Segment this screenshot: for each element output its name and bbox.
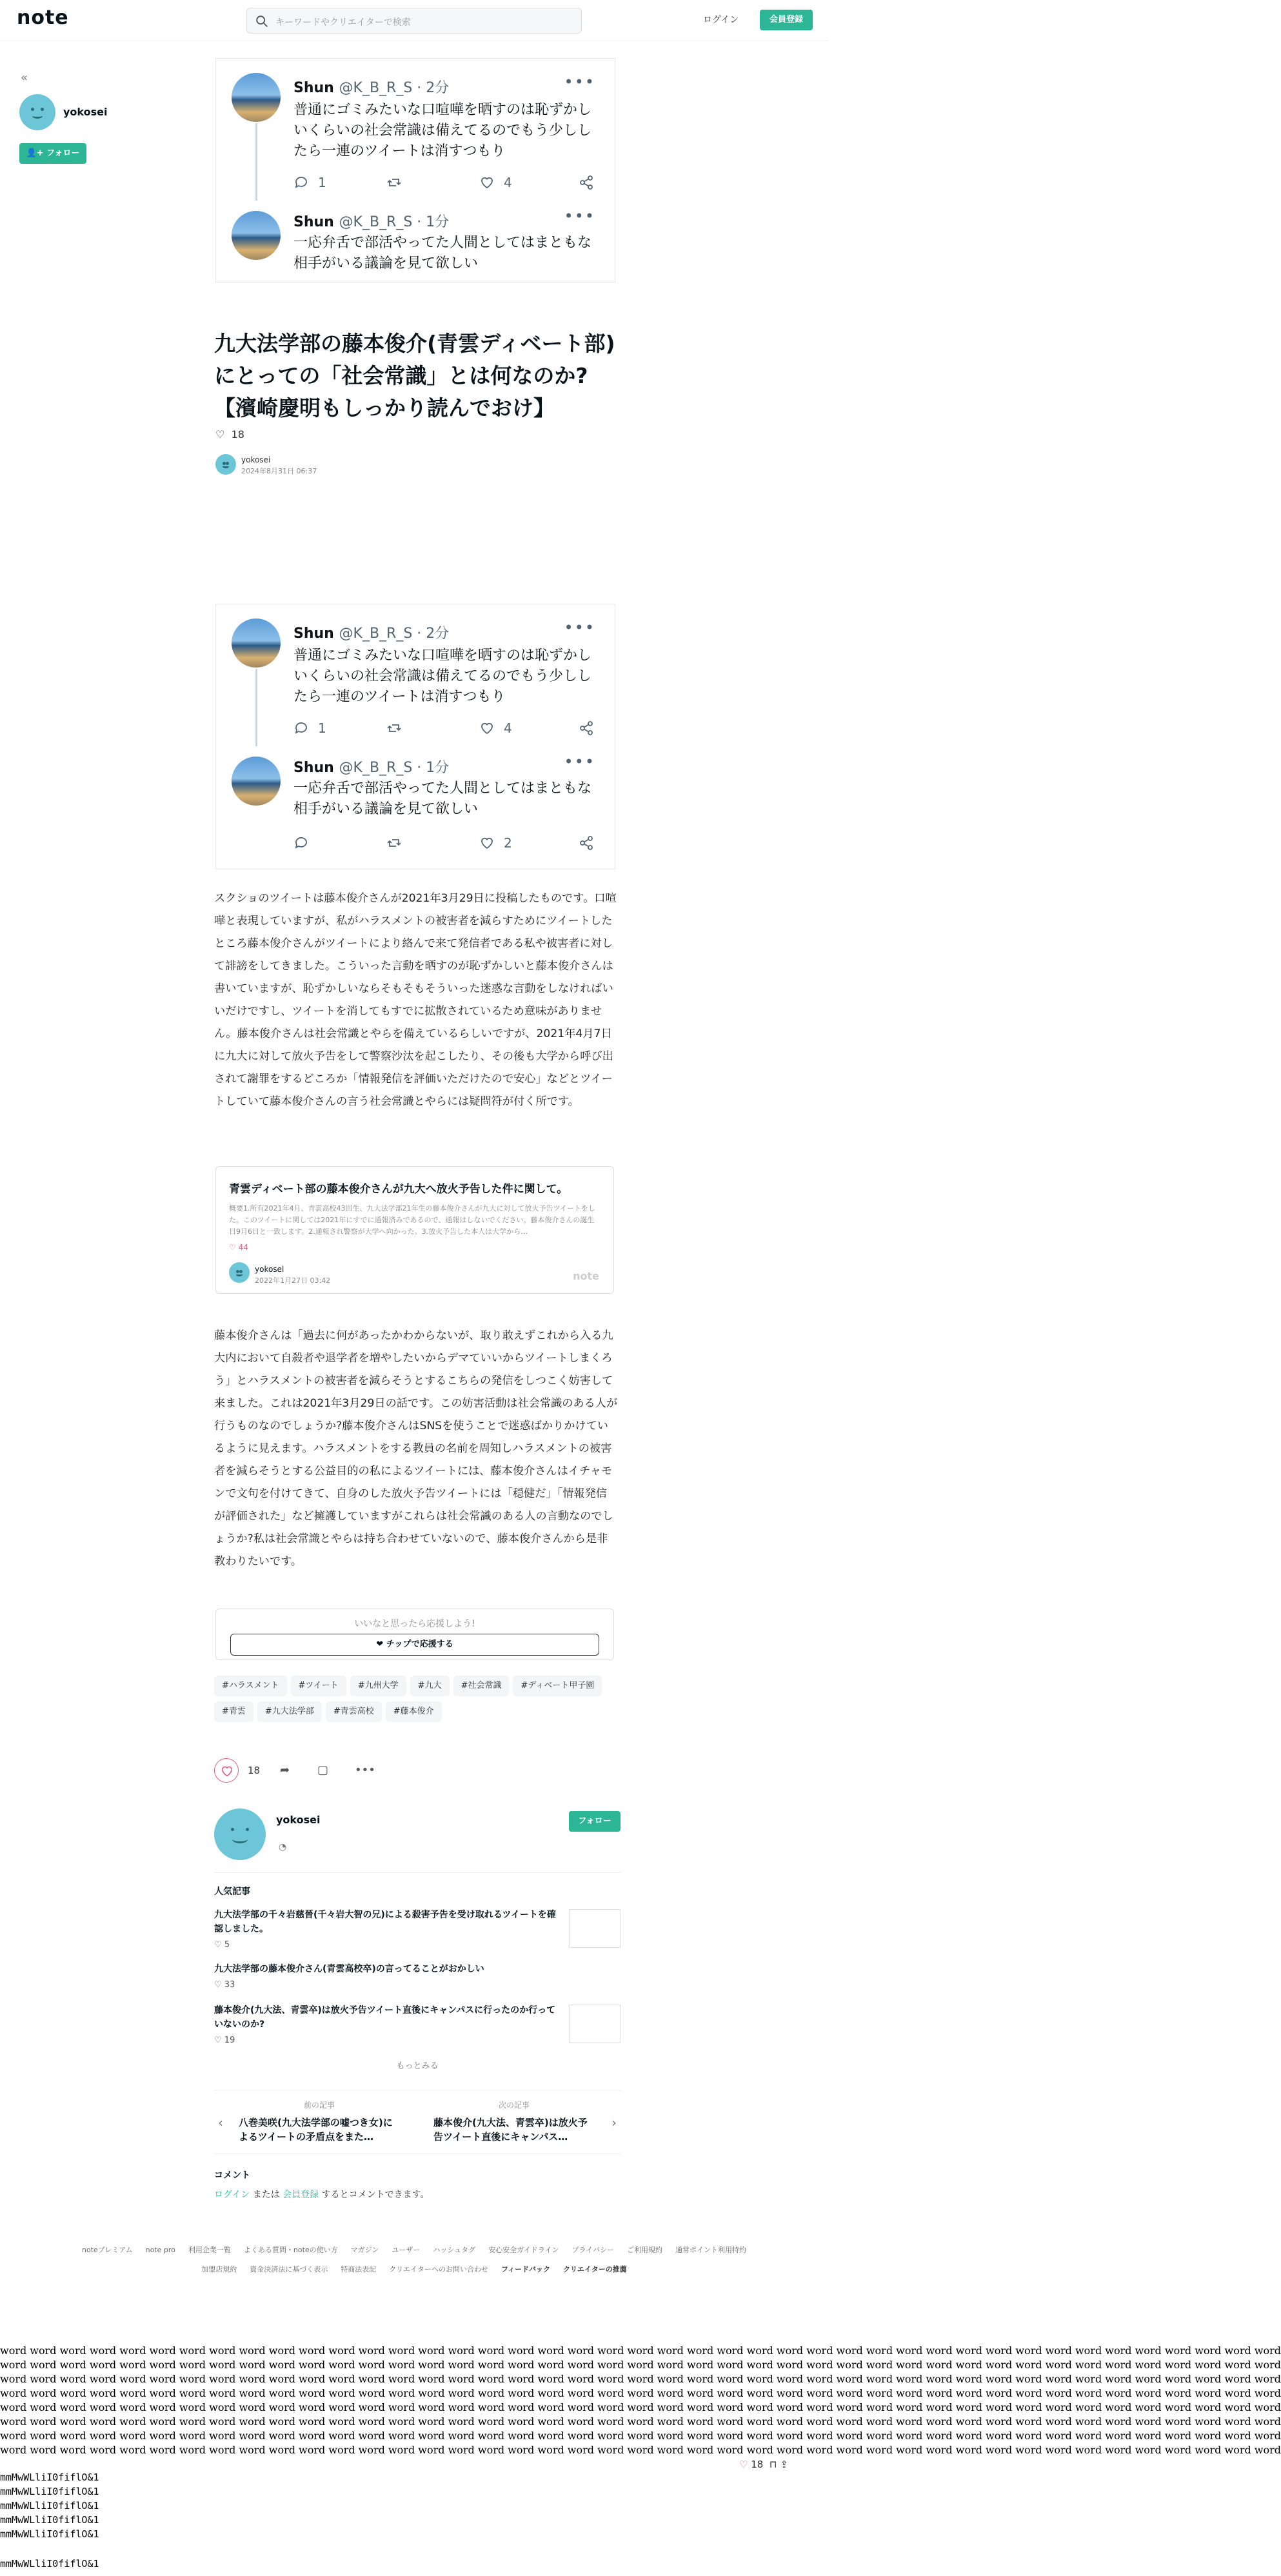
comment-login-link[interactable]: ログイン <box>214 2190 250 2200</box>
avatar[interactable] <box>214 1808 266 1860</box>
tweet-text: 一応弁舌で部活やってた人間としてはまともな相手がいる議論を見て欲しい <box>293 235 592 272</box>
list-item[interactable]: 藤本俊介(九大法、青雲卒)は放火予告ツイート直後にキャンパスに行ったのか行っていないのか? ♡ 19 <box>214 2003 621 2048</box>
hashtag[interactable]: #ディベート甲子園 <box>513 1676 602 1696</box>
heart-icon: ♡ <box>214 2036 222 2045</box>
search-placeholder: キーワードやクリエイターで検索 <box>275 17 411 28</box>
font-sample: mmMwWLliI0fiflO&1 <box>0 2558 99 2570</box>
footer-link[interactable]: noteプレミアム <box>82 2246 133 2254</box>
comments-login-prompt: ログイン または 会員登録 するとコメントできます。 <box>214 2190 430 2200</box>
chevron-left-icon[interactable]: ‹ <box>218 2115 223 2130</box>
more-icon: ••• <box>564 619 595 637</box>
tweet-screenshot-top <box>215 58 615 282</box>
thumbnail <box>569 2005 621 2043</box>
font-sample-line: mmMwWLliI0fiflO&1 <box>0 2500 99 2512</box>
filler-line: word word word word word word word word word word word word word word word word word word word word word word word word word word word word word word word word word word word word word word word word word word word <box>0 2387 1281 2399</box>
retweet-icon <box>386 834 402 853</box>
font-sample-line: mmMwWLliI0fiflO&1 <box>0 2486 99 2497</box>
comment-signup-link[interactable]: 会員登録 <box>283 2190 319 2200</box>
embed-excerpt: 概要1.所有2021年4月、青雲高校43回生、九大法学部21年生の藤本俊介さんが九大に対して放火予告ツイートをした。このツイートに関しては2021年にすでに通報済みであるので、通報はしないでください。藤本俊介さんの誕生日9月6日と一致します。2.通報され警察が大学へ向かった。3.放火予告した本人は大学から… <box>229 1204 595 1236</box>
footer-link[interactable]: プライバシー <box>571 2246 614 2254</box>
footer-link[interactable]: クリエイターへのお問い合わせ <box>389 2265 489 2274</box>
support-box <box>215 1609 614 1660</box>
hashtag[interactable]: #ツイート <box>291 1676 346 1696</box>
filler-line: word word word word word word word word word word word word word word word word word word word word word word word word word word word word word word word word word word word word word word word word word word word <box>0 2401 1281 2413</box>
chevron-right-icon[interactable]: › <box>611 2115 617 2130</box>
article-paragraph: スクショのツイートは藤本俊介さんが2021年3月29日に投稿したものです。口喧嘩と表現していますが、私がハラスメントの被害者を減らすためにツイートしたところ藤本俊介さんがツイートにより絡んで来て発信者である私や被害者に対して誹謗をしてきました。こういった言動を晒すのが恥ずかしいと藤本俊介さんは書いていますが、恥ずかしいならそもそもそういった迷惑な言動をしなければいいだけですし、ツイートを消してもすでに拡散されているため意味がありません。藤本俊介さんは社会常識とやらを備えているらしいですが、2021年4月7日に九大に対して放火予告をして警察沙汰を起こしたり、その後も大学から呼び出されて謝罪をするどころか「情報発信を評価いただけたので安心」などとツイートしていて藤本俊介さんの言う社会常識とやらには疑問符が付く所です。 <box>214 892 617 1108</box>
footer-link[interactable]: クリエイターの推薦 <box>562 2265 627 2274</box>
heart-icon <box>221 1765 233 1777</box>
floating-action-bar: ♡ 18 ⊓ ⇪ <box>739 2459 788 2470</box>
author-name[interactable]: yokosei <box>276 1814 321 1826</box>
embed-likes: ♡ 44 <box>229 1243 248 1252</box>
next-article-link[interactable]: 次の記事 藤本俊介(九大法、青雲卒)は放火予告ツイート直後にキャンパス… <box>433 2101 588 2143</box>
filler-line: word word word word word word word word word word word word word word word word word word word word word word word word word word word word word word word word word word word word word word word word word word word <box>0 2359 1281 2371</box>
share-icon <box>579 719 594 738</box>
heart-icon: ♡ <box>214 1980 222 1990</box>
embed-title: 青雲ディベート部の藤本俊介さんが九大へ放火予告した件に関して。 <box>229 1183 568 1196</box>
tip-icon: ❤ <box>376 1640 384 1649</box>
hashtag[interactable]: #九大 <box>410 1676 450 1696</box>
avatar[interactable] <box>215 454 236 475</box>
footer-link[interactable]: ご利用規約 <box>626 2246 662 2254</box>
font-sample <box>0 2470 99 2541</box>
note-logo: note <box>573 1270 599 1282</box>
tweet-author: Shun @K_B_R_S · 2分 <box>293 80 450 96</box>
tweet <box>216 199 615 283</box>
filler-line: word word word word word word word word word word word word word word word word word word word word word word word word word word word word word word word word word word word word word word word word word word word <box>0 2344 1281 2357</box>
footer-link[interactable]: 通常ポイント利用特約 <box>675 2246 746 2254</box>
article-action-bar <box>214 1757 621 1785</box>
footer-link[interactable]: 安心安全ガイドライン <box>488 2246 559 2254</box>
more-link[interactable]: もっとみる <box>396 2061 439 2071</box>
like-button[interactable] <box>214 1758 239 1783</box>
font-sample-line: mmMwWLliI0fiflO&1 <box>0 2514 99 2526</box>
tweet-avatar <box>232 73 281 122</box>
share-icon[interactable]: ➦ <box>280 1763 290 1777</box>
embed-author: yokosei <box>255 1265 284 1274</box>
share-icon <box>579 834 594 853</box>
site-footer <box>26 2241 802 2279</box>
comments-heading: コメント <box>214 2170 250 2181</box>
tweet-author: Shun @K_B_R_S · 1分 <box>293 214 450 230</box>
hashtag[interactable]: #九州大学 <box>350 1676 406 1696</box>
tweet <box>216 604 615 745</box>
hashtag[interactable]: #青雲高校 <box>326 1701 382 1722</box>
filler-line: word word word word word word word word word word word word word word word word word word word word word word word word word word word word word word word word word word word word word word word word word word word <box>0 2430 1281 2442</box>
note-logo[interactable]: note <box>17 6 69 29</box>
tweet <box>216 59 615 199</box>
tweet-avatar <box>232 211 281 260</box>
heart-icon[interactable]: ♡ <box>739 2459 748 2470</box>
avatar <box>229 1262 250 1283</box>
embedded-article-card[interactable] <box>215 1166 614 1294</box>
tweet-text: 一応弁舌で部活やってた人間としてはまともな相手がいる議論を見て欲しい <box>293 780 592 817</box>
tweet-author: Shun @K_B_R_S · 2分 <box>293 626 450 642</box>
footer-link[interactable]: フィードバック <box>501 2265 550 2274</box>
hashtag-list <box>214 1676 621 1727</box>
user-plus-icon: 👤+ <box>26 148 47 158</box>
tweet-author: Shun @K_B_R_S · 1分 <box>293 760 450 776</box>
support-prompt: いいなと思ったら応援しよう! <box>354 1619 475 1629</box>
reply-icon: 1 <box>293 719 326 738</box>
heart-icon: ♡ <box>229 1243 236 1252</box>
tweet-text: 普通にゴミみたいな口喧嘩を晒すのは恥ずかしいくらいの社会常識は備えてるのでもう少ししたら一連のツイートは消すつもり <box>293 648 592 705</box>
footer-link[interactable]: よくある質問・noteの使い方 <box>243 2246 338 2254</box>
footer-link[interactable]: note pro <box>145 2246 175 2254</box>
login-link[interactable]: ログイン <box>703 15 739 25</box>
filler-line: word word word word word word word word word word word word word word word word word word word word word word word word word word word word word word word word word word word word word word word word word word word <box>0 2415 1281 2428</box>
sidebar-author[interactable] <box>19 94 148 133</box>
footer-link[interactable]: 利用企業一覧 <box>188 2246 231 2254</box>
share-icon <box>579 173 594 193</box>
more-icon: ••• <box>564 73 595 91</box>
comment-icon[interactable]: ▢ <box>317 1763 329 1777</box>
author-card <box>214 1808 621 1873</box>
popular-heading: 人気記事 <box>214 1887 250 1897</box>
font-sample-line: mmMwWLliI0fiflO&1 <box>0 2472 99 2483</box>
footer-link[interactable]: 特商法表記 <box>341 2265 377 2274</box>
heart-icon: ♡ <box>214 1940 222 1950</box>
reply-icon: 1 <box>293 173 326 193</box>
embed-date: 2022年1月27日 03:42 <box>255 1276 331 1285</box>
signup-button[interactable]: 会員登録 <box>760 10 813 30</box>
footer-link[interactable]: ハッシュタグ <box>433 2246 476 2254</box>
prev-next-nav <box>214 2090 621 2154</box>
footer-link[interactable]: 資金決済法に基づく表示 <box>250 2265 328 2274</box>
hashtag[interactable]: #社会常識 <box>453 1676 510 1696</box>
avatar[interactable] <box>19 94 55 130</box>
article-date: 2024年8月31日 06:37 <box>241 467 317 475</box>
prev-article-link[interactable]: 前の記事 八巻美咲(九大法学部の嘘つき女)によるツイートの矛盾点をまた… <box>239 2101 393 2143</box>
more-icon: ••• <box>564 207 595 225</box>
sidebar-author-name[interactable]: yokosei <box>63 106 108 118</box>
footer-link[interactable]: ユーザー <box>392 2246 421 2254</box>
article-title: 九大法学部の藤本俊介(青雲ディベート部)にとっての「社会常識」とは何なのか?【濱崎慶明もしっかり読んでおけ】 <box>214 331 615 421</box>
hashtag[interactable]: #藤本俊介 <box>386 1701 442 1722</box>
search-icon <box>255 14 269 28</box>
more-icon[interactable]: ••• <box>355 1763 375 1777</box>
tweet-text: 普通にゴミみたいな口喧嘩を晒すのは恥ずかしいくらいの社会常識は備えてるのでもう少ししたら一連のツイートは消すつもり <box>293 102 592 159</box>
list-item[interactable]: 九大法学部の千々岩慈晉(千々岩大智の兄)による殺害予告を受け取れるツイートを確認しました。 ♡ 5 <box>214 1908 621 1953</box>
rss-icon[interactable]: ◔ <box>279 1842 287 1852</box>
site-header <box>0 0 828 41</box>
sidebar-follow-button[interactable]: 👤+ フォロー <box>19 143 86 164</box>
article-like-count[interactable]: ♡ 18 <box>215 428 244 441</box>
heart-icon: ♡ <box>215 428 225 441</box>
hashtag[interactable]: #ハラスメント <box>214 1676 287 1696</box>
tip-button[interactable]: ❤ チップで応援する <box>230 1634 599 1656</box>
retweet-icon <box>386 173 402 193</box>
share-icon[interactable]: ⇪ <box>780 2459 788 2470</box>
footer-link[interactable]: 加盟店規約 <box>201 2265 237 2274</box>
thread-line <box>255 669 257 746</box>
article-paragraph: 藤本俊介さんは「過去に何があったかわからないが、取り敢えずこれから入る九大内において自殺者や退学者を増やしたいからデマていいからツイートしまくろう」とハラスメントの被害者を減らそうとするこちらの発信をしつこく妨害して来ました。これは2021年3月29日の話です。この妨害活動は社会常識のある人が行うものなのでしょうか?藤本俊介さんはSNSを使うことで迷惑ばかりかけているように見えます。ハラスメントをする教員の名前を周知しハラスメントの被害者を減らそうとする公益目的の私によるツイートには、藤本俊介さんはイチャモンで文句を付けてきて、自身のした放火予告ツイートには「穏健だ」「情報発信が評価された」など擁護していますがこれらは社会常識のある人の言動なのでしょうか?私は社会常識とやらは持ち合わせていないので、藤本俊介さんから是非教わりたいです。 <box>214 1329 618 1568</box>
footer-link[interactable]: マガジン <box>350 2246 379 2254</box>
filler-line: word word word word word word word word word word word word word word word word word word word word word word word word word word word word word word word word word word word word word word word word word word word <box>0 2444 1281 2456</box>
font-sample-line: mmMwWLliI0fiflO&1 <box>0 2528 99 2540</box>
heart-icon: 2 <box>479 834 512 853</box>
follow-button[interactable]: フォロー <box>569 1811 621 1832</box>
like-count: 18 <box>248 1765 261 1776</box>
collapse-sidebar-icon[interactable]: « <box>21 71 28 84</box>
filler-line: word word word word word word word word word word word word word word word word word word word word word word word word word word word word word word word word word word word word word word word word word word word <box>0 2373 1281 2385</box>
reply-icon <box>293 834 318 853</box>
hashtag[interactable]: #青雲 <box>214 1701 253 1722</box>
more-icon: ••• <box>564 753 595 771</box>
article-author[interactable]: yokosei <box>241 455 271 464</box>
tweet-avatar <box>232 757 281 806</box>
tweet-avatar <box>232 619 281 668</box>
list-item[interactable]: 九大法学部の藤本俊介さん(青雲高校卒)の言ってることがおかしい ♡ 33 <box>214 1964 484 1990</box>
tweet-screenshot-mid <box>215 604 615 869</box>
bookmark-icon[interactable]: ⊓ <box>769 2459 777 2470</box>
retweet-icon <box>386 719 402 738</box>
thumbnail <box>569 1909 621 1948</box>
search-input[interactable] <box>246 8 582 34</box>
filler-text <box>0 2344 1281 2457</box>
heart-icon: 4 <box>479 719 512 738</box>
hashtag[interactable]: #九大法学部 <box>257 1701 322 1722</box>
thread-line <box>255 123 257 201</box>
tweet <box>216 745 615 870</box>
heart-icon: 4 <box>479 173 512 193</box>
